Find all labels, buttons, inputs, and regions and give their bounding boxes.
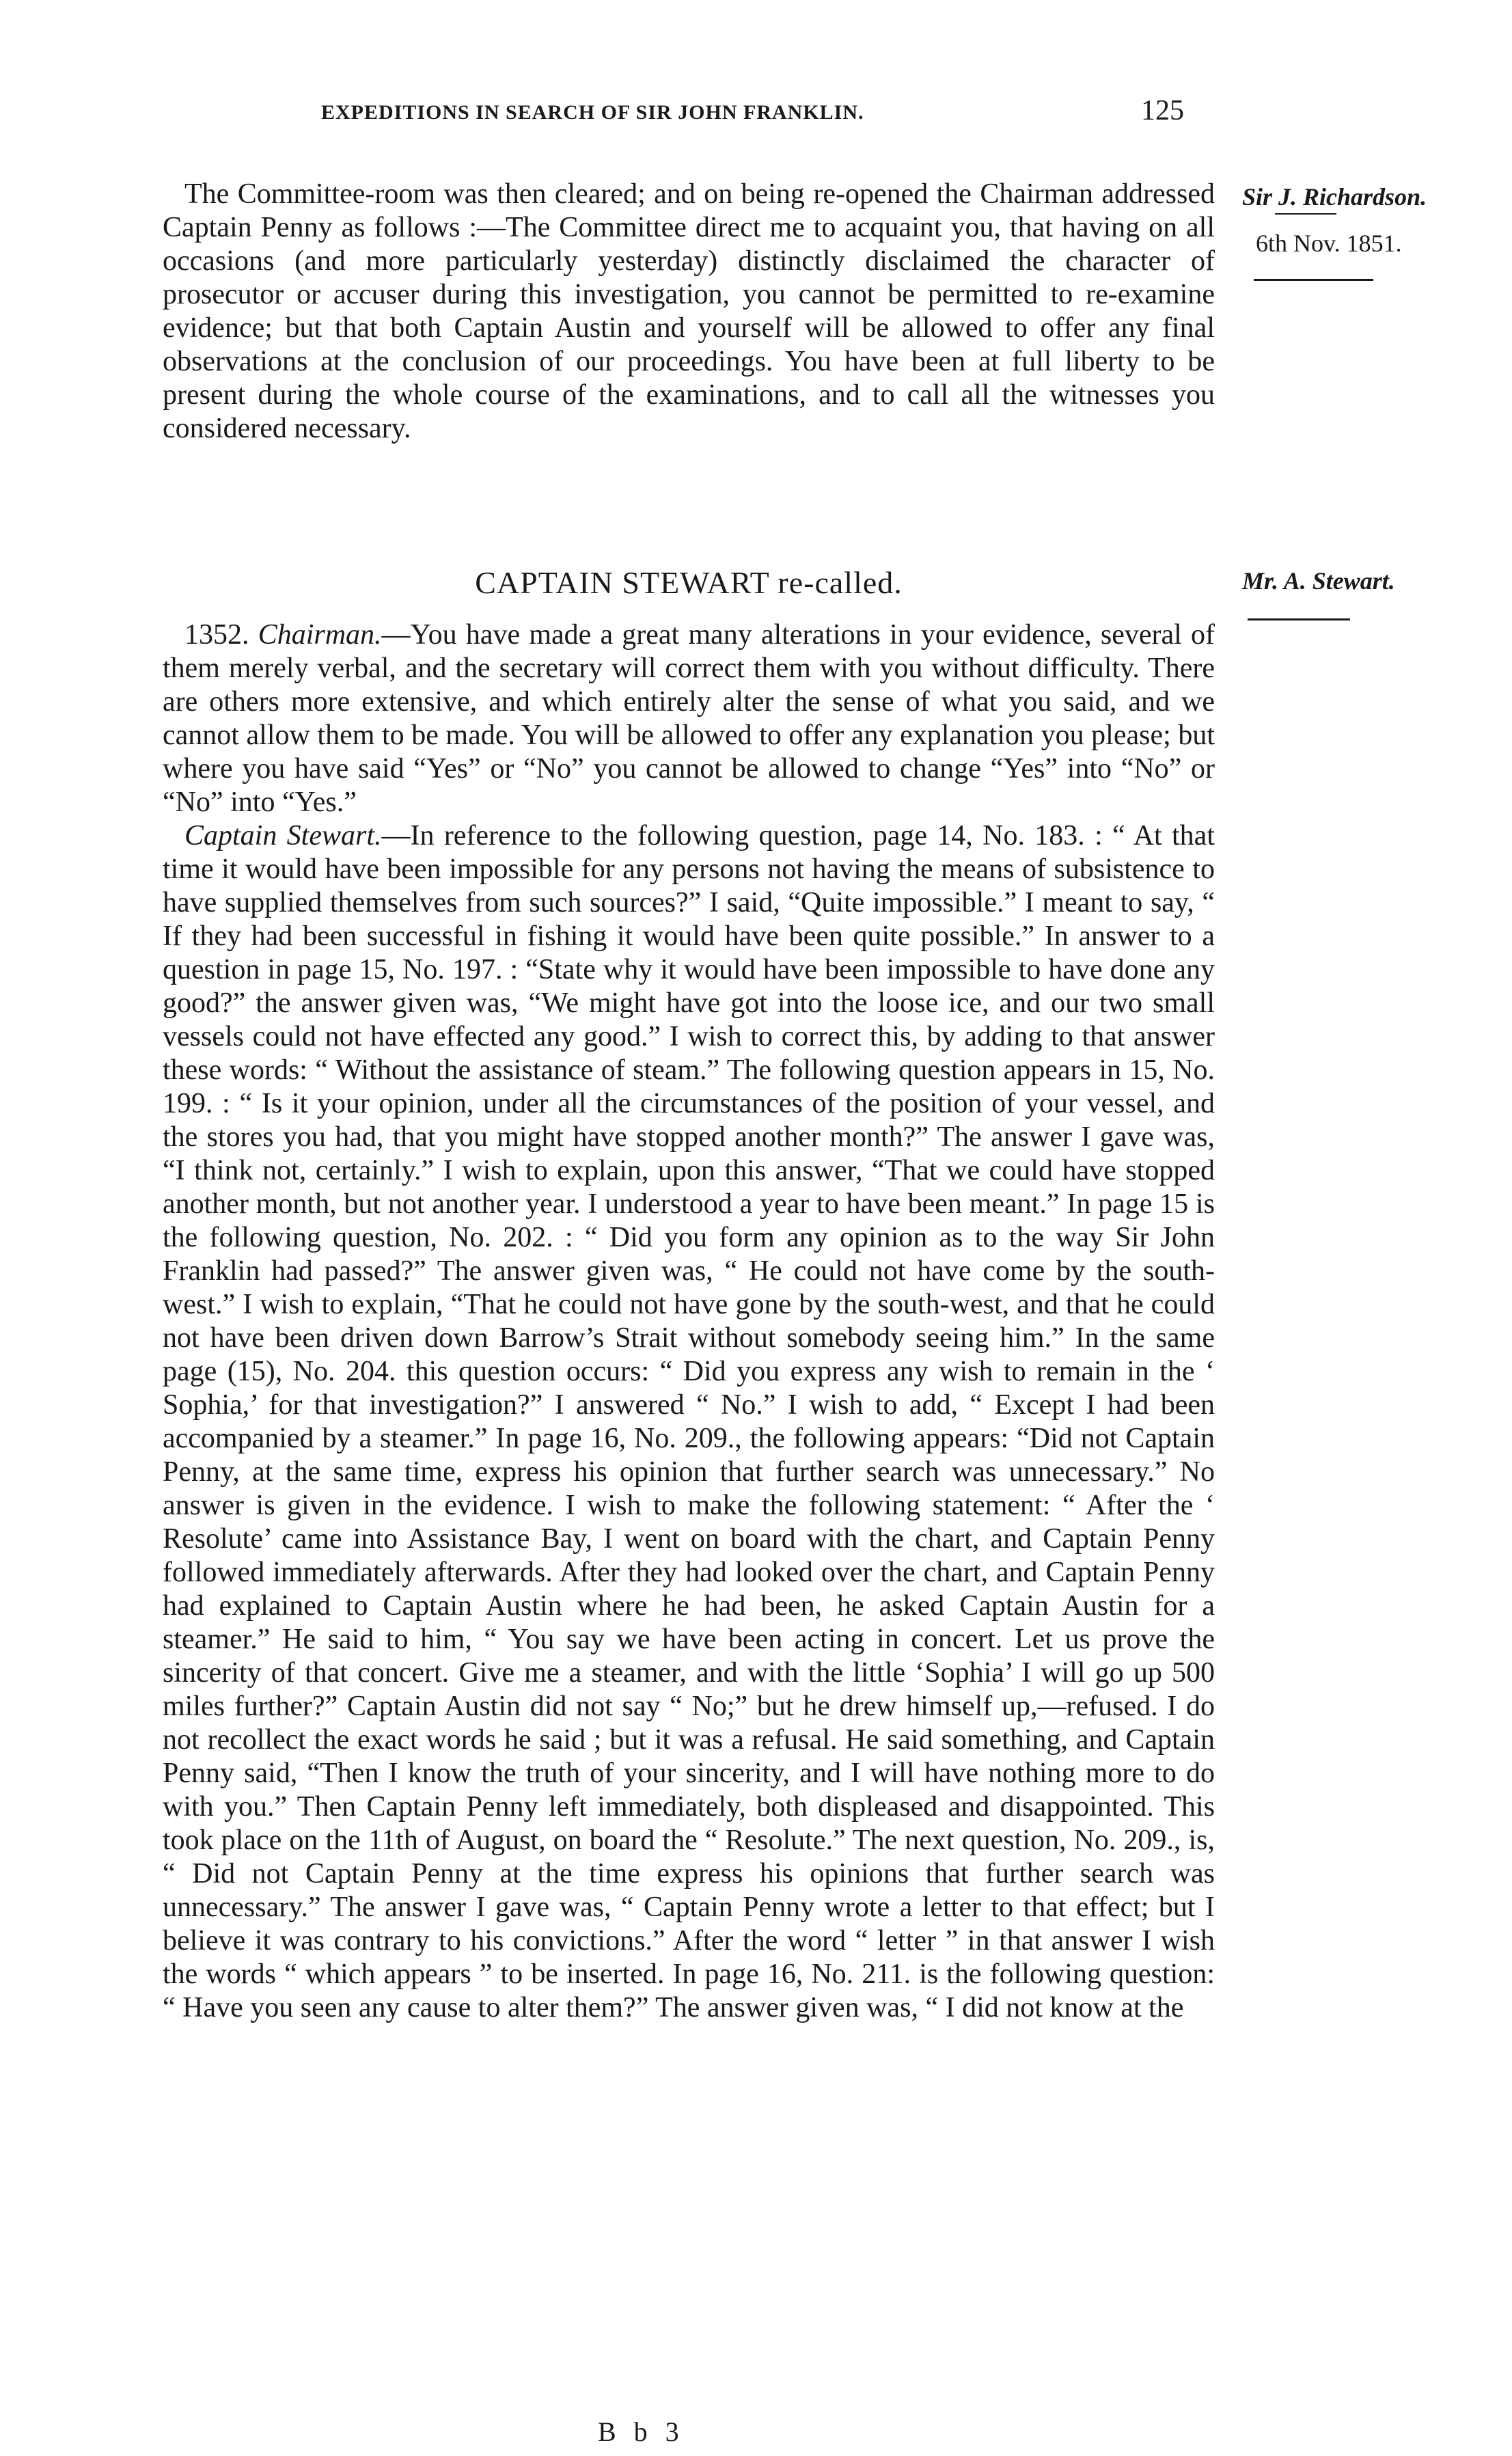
- question-text: —You have made a great many alterations in your evidence, several of them merely verbal, and the secretary will correct them with you without difficulty. There are others more extensive, and which entirely alter the sense of what you said, and we cannot allow them to be made. You will be allowed to offer any explanation you please; but where you have said “Yes” or “No” you cannot be allowed to change “Yes” into “No” or “No” into “Yes.”: [163, 619, 1215, 818]
- question-1352: [163, 618, 1215, 819]
- margin-rule: [1254, 279, 1373, 281]
- answer-text: —In reference to the following question, page 14, No. 183. : “ At that time it would have been impossible for any persons not having the means of subsistence to have supplied themselves from such sources?” I said, “Quite impossible.” I meant to say, “ If they had been successful in fishing it would have been quite possible.” In answer to a question in page 15, No. 197. : “State why it would have been impossible to have done any good?” the answer given was, “We might have got into the loose ice, and our two small vessels could not have effected any good.” I wish to correct this, by adding to that answer these words: “ Without the assistance of steam.” The following question appears in 15, No. 199. : “ Is it your opinion, under all the circumstances of the position of your vessel, and the stores you had, that you might have stopped another month?” The answer I gave was, “I think not, certainly.” I wish to explain, upon this answer, “That we could have stopped another month, but not another year. I understood a year to have been meant.” In page 15 is the following question, No. 202. : “ Did you form any opinion as to the way Sir John Franklin had passed?” The answer given was, “ He could not have come by the south-west.” I wish to explain, “That he could not have gone by the south-west, and that he could not have been driven down Barrow’s Strait without somebody seeing him.” In the same page (15), No. 204. this question occurs: “ Did you express any wish to remain in the ‘ Sophia,’ for that investigation?” I answered “ No.” I wish to add, “ Except I had been accompanied by a steamer.” In page 16, No. 209., the following appears: “Did not Captain Penny, at the same time, express his opinion that further search was unnecessary.” No answer is given in the evidence. I wish to make the following statement: “ After the ‘ Resolute’ came into Assistance Bay, I went on board with the chart, and Captain Penny followed immediately afterwards. After they had looked over the chart, and Captain Penny had explained to Captain Austin where he had been, he asked Captain Austin for a steamer.” He said to him, “ You say we have been acting in concert. Let us prove the sincerity of that concert. Give me a steamer, and with the little ‘Sophia’ I will go up 500 miles further?” Captain Austin did not say “ No;” but he drew himself up,—refused. I do not recollect the exact words he said ; but it was a refusal. He said something, and Captain Penny said, “Then I know the truth of your sincerity, and I will have nothing more to do with you.” Then Captain Penny left immediately, both displeased and disappointed. This took place on the 11th of August, on board the “ Resolute.” The next question, No. 209., is, “ Did not Captain Penny at the time express his opinions that further search was unnecessary.” The answer I gave was, “ Captain Penny wrote a letter to that effect; but I believe it was contrary to his convictions.” After the word “ letter ” in that answer I wish the words “ which appears ” to be inserted. In page 16, No. 211. is the following question: “ Have you seen any cause to alter them?” The answer given was, “ I did not know at the: [163, 820, 1215, 2023]
- question-speaker: Chairman.: [258, 619, 382, 651]
- margin-note-date: 6th Nov. 1851.: [1256, 230, 1402, 257]
- margin-note-stewart: [1242, 566, 1447, 596]
- signature-mark: B b 3: [598, 2416, 685, 2447]
- opening-paragraph: [163, 178, 1215, 446]
- answer-speaker: Captain Stewart.: [184, 820, 382, 851]
- margin-short-rule: [1275, 213, 1336, 215]
- answer-paragraph: [163, 819, 1215, 2025]
- running-head: EXPEDITIONS IN SEARCH OF SIR JOHN FRANKLIN.: [321, 101, 864, 124]
- margin-rule-2: [1248, 618, 1350, 620]
- testimony-body: [163, 618, 1215, 2025]
- page-number: 125: [1141, 95, 1184, 126]
- section-heading: CAPTAIN STEWART re-called.: [475, 565, 903, 600]
- opening-paragraph-text: The Committee-room was then cleared; and on being re-opened the Chairman addressed Captain Penny as follows :—The Committee direct me to acquaint you, that having on all occasions (and more particularly yesterday) distinctly disclaimed the character of prosecutor or accuser during this investigation, you cannot be permitted to re-examine evidence; but that both Captain Austin and yourself will be allowed to offer any final observations at the conclusion of our proceedings. You have been at full liberty to be present during the whole course of the examinations, and to call all the witnesses you considered necessary.: [163, 178, 1215, 444]
- question-number: 1352.: [184, 619, 249, 651]
- margin-note-witness-name: Sir J. Richardson.: [1242, 183, 1427, 210]
- margin-note-witness-name-2: Mr. A. Stewart.: [1242, 567, 1395, 595]
- margin-note-richardson: [1242, 182, 1447, 258]
